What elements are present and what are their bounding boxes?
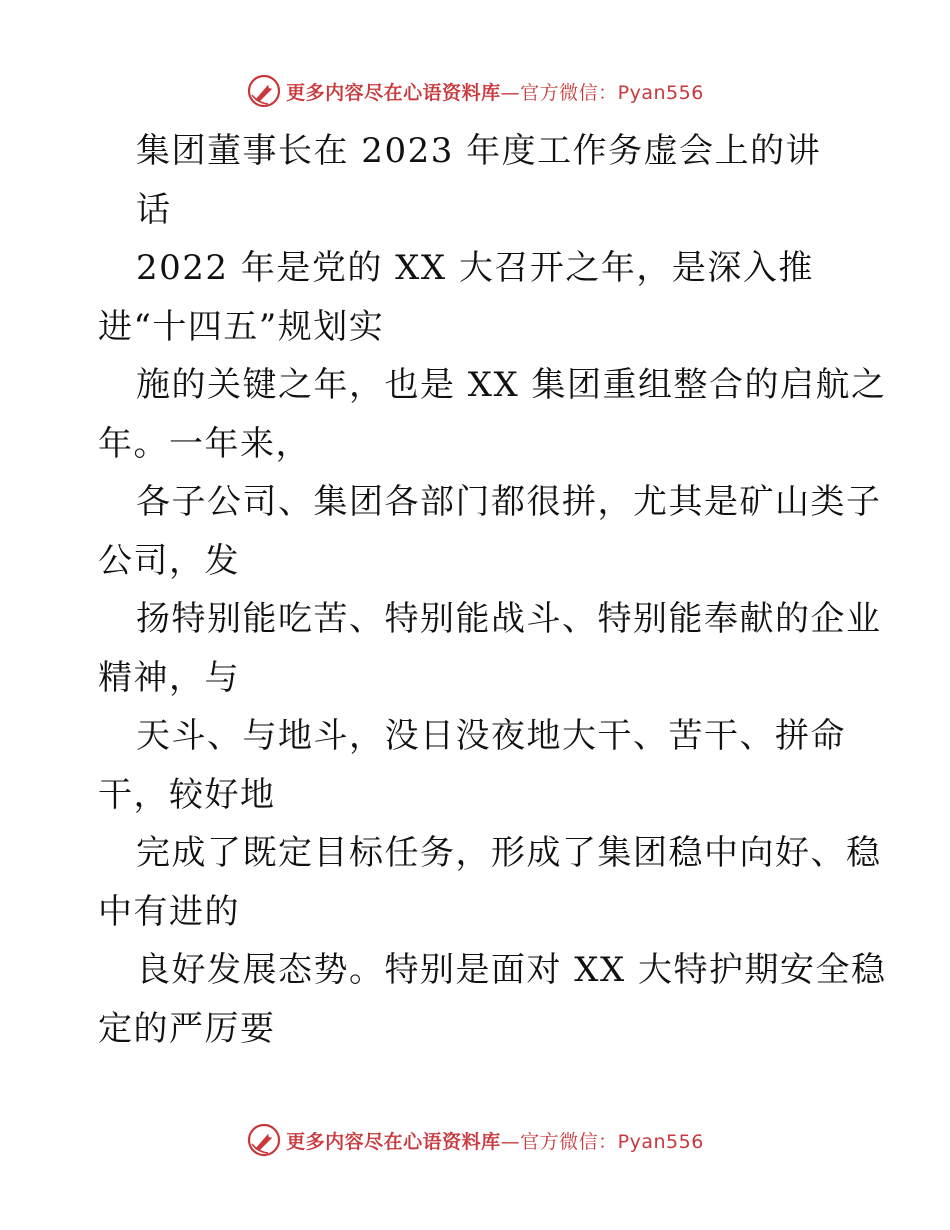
text-line: 定的严厉要	[98, 1008, 276, 1049]
watermark-dash: —	[500, 1130, 521, 1153]
text-line: 扬特别能吃苦、特别能战斗、特别能奉献的企业	[136, 599, 882, 639]
text-line: 集团董事长在 2023 年度工作务虚会上的讲	[136, 131, 822, 171]
text-line: 2022 年是党的 XX 大召开之年，是深入推	[136, 248, 814, 288]
text-line: 天斗、与地斗，没日没夜地大干、苦干、拼命	[136, 716, 846, 756]
text-line: 公司，发	[98, 540, 240, 581]
text-line: 年。一年来，	[98, 423, 311, 464]
text-line: 中有进的	[98, 891, 240, 932]
text-line: 施的关键之年，也是 XX 集团重组整合的启航之	[136, 365, 887, 405]
watermark-dash: —	[500, 81, 521, 104]
pen-nib-circle-icon	[246, 1122, 282, 1158]
document-body	[98, 122, 887, 1058]
watermark-brand: 更多内容尽在心语资料库	[286, 81, 501, 104]
text-line: 各子公司、集团各部门都很拼，尤其是矿山类子	[136, 482, 882, 522]
text-line: 完成了既定目标任务，形成了集团稳中向好、稳	[136, 833, 882, 873]
text-line: 精神，与	[98, 657, 240, 698]
text-line: 良好发展态势。特别是面对 XX 大特护期安全稳	[136, 950, 887, 990]
watermark-footer	[0, 1120, 950, 1160]
watermark-contact: 官方微信：Pyan556	[520, 81, 704, 104]
pen-nib-circle-icon	[246, 73, 282, 109]
text-line: 进“十四五”规划实	[98, 306, 385, 347]
watermark-brand: 更多内容尽在心语资料库	[286, 1130, 501, 1153]
text-line: 话	[136, 189, 172, 230]
watermark-header	[0, 71, 950, 111]
watermark-contact: 官方微信：Pyan556	[520, 1130, 704, 1153]
text-line: 干，较好地	[98, 774, 276, 815]
